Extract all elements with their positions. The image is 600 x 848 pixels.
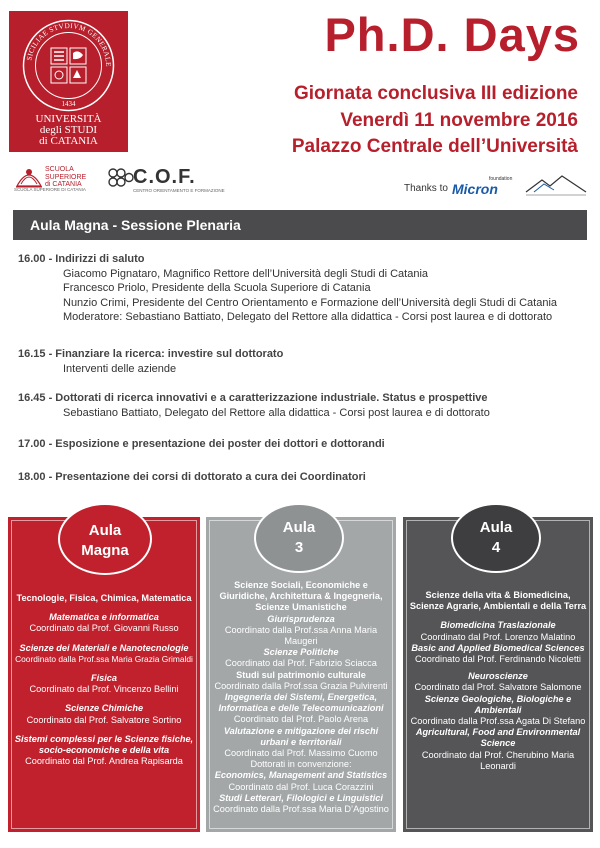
aula-3-badge: Aula 3 bbox=[254, 503, 344, 573]
programme-head: 18.00 - Presentazione dei corsi di dottorato a cura dei Coordinatori bbox=[18, 471, 366, 483]
course-coordinator: Coordinato dal Prof. Cherubino Maria Leonardi bbox=[421, 749, 575, 771]
course-coordinator: Coordinato dal Prof. Fabrizio Sciacca bbox=[225, 658, 377, 669]
programme-item bbox=[18, 347, 588, 376]
course-title: Economics, Management and Statistics bbox=[214, 770, 388, 781]
course-title: Scienze Politiche bbox=[263, 647, 339, 658]
aula-4-badge: Aula 4 bbox=[451, 503, 541, 573]
university-seal-icon bbox=[21, 18, 116, 113]
thanks-label: Thanks to bbox=[404, 183, 448, 194]
course-title: Studi Letterari, Filologici e Linguistici bbox=[219, 792, 383, 803]
column-topic: Scienze della vita & Biomedicina, Scienze Agrarie, Ambientali e della Terra bbox=[409, 590, 587, 612]
course-coordinator: Coordinato dal Prof. Vincenzo Bellini bbox=[29, 684, 179, 695]
programme-line: Nunzio Crimi, Presidente del Centro Orientamento e Formazione dell’Università degli Studi di Catania bbox=[63, 296, 558, 309]
course-title: Giurisprudenza bbox=[267, 613, 335, 624]
course-coordinator: Coordinato dalla Prof.ssa Grazia Pulvirenti bbox=[214, 680, 388, 691]
programme-item bbox=[18, 391, 588, 420]
logo-line-1: UNIVERSITÀ bbox=[35, 113, 102, 125]
seal-year: 1434 bbox=[61, 100, 76, 108]
programme-item bbox=[18, 470, 588, 485]
programme-line: Interventi delle aziende bbox=[63, 362, 177, 375]
ssc-footer: SCUOLA SUPERIORE DI CATANIA bbox=[14, 187, 86, 192]
course-title: Fisica bbox=[90, 673, 118, 684]
column-body bbox=[409, 590, 587, 772]
programme-item bbox=[18, 437, 588, 452]
course-title: Scienze Chimiche bbox=[64, 703, 144, 714]
programme-line: Moderatore: Sebastiano Battiato, Delegato del Rettore alla didattica - Corsi post laurea e di dottorato bbox=[63, 311, 553, 323]
course-coordinator: Coordinato dal Prof. Paolo Arena bbox=[233, 714, 369, 725]
cof-footer: CENTRO ORIENTAMENTO E FORMAZIONE bbox=[133, 188, 225, 193]
programme-line: Giacomo Pignataro, Magnifico Rettore dell’Università degli Studi di Catania bbox=[63, 267, 429, 280]
course-coordinator: Coordinato dal Prof. Lorenzo Malatino bbox=[420, 631, 576, 642]
course-title: Valutazione e mitigazione dei rischi urbani e territoriali bbox=[223, 725, 379, 747]
course-coordinator: Coordinato dal Prof. Luca Corazzini bbox=[228, 781, 374, 792]
column-body bbox=[14, 593, 194, 767]
course-title: Basic and Applied Biomedical Sciences bbox=[411, 642, 585, 653]
aula-3-column bbox=[206, 517, 396, 832]
programme-item bbox=[18, 252, 588, 325]
course-coordinator: Coordinato dalla Prof.ssa Maria Grazia Grimaldi bbox=[15, 653, 193, 664]
event-date: Venerdì 11 novembre 2016 bbox=[340, 110, 578, 131]
logo-line-2: degli STUDI bbox=[39, 124, 98, 136]
section-bar bbox=[13, 210, 587, 240]
column-topic: Tecnologie, Fisica, Chimica, Matematica bbox=[16, 593, 192, 603]
aula-4-column bbox=[403, 517, 593, 832]
course-coordinator: Coordinato dal Prof. Andrea Rapisarda bbox=[25, 756, 183, 767]
aula-magna-badge: Aula Magna bbox=[58, 503, 152, 575]
course-title: Scienze Geologiche, Biologiche e Ambientali bbox=[424, 693, 572, 715]
course-coordinator: Coordinato dal Prof. Massimo Cuomo bbox=[224, 748, 378, 759]
programme-head: 16.15 - Finanziare la ricerca: investire sul dottorato bbox=[18, 348, 284, 360]
cof-title: C.O.F. bbox=[133, 166, 196, 188]
course-coordinator: Coordinato dalla Prof.ssa Maria D’Agostino bbox=[213, 804, 389, 815]
column-topic: Scienze Sociali, Economiche e Giuridiche, Architettura & Ingegneria, Scienze Umanistiche bbox=[219, 580, 383, 613]
column-body bbox=[212, 580, 390, 815]
course-title: Ingegneria dei Sistemi, Energetica, Informatica e delle Telecomunicazioni bbox=[218, 692, 384, 714]
course-coordinator: Coordinato dal Prof. Salvatore Salomone bbox=[414, 682, 582, 693]
ssc-text: SCUOLA SUPERIORE di CATANIA bbox=[45, 166, 87, 188]
course-coordinator: Coordinato dal Prof. Giovanni Russo bbox=[29, 623, 179, 634]
course-coordinator: Coordinato dalla Prof.ssa Anna Maria Maugeri bbox=[224, 624, 378, 647]
programme-head: 16.45 - Dottorati di ricerca innovativi e a caratterizzazione industriale. Status e prospettive bbox=[18, 392, 488, 404]
course-title: Biomedicina Traslazionale bbox=[440, 620, 556, 631]
seal-text: SICILIAE STVDIVM GENERALE bbox=[25, 21, 113, 68]
event-venue: Palazzo Centrale dell’Università bbox=[291, 136, 578, 157]
university-logo bbox=[9, 11, 128, 152]
course-title: Sistemi complessi per le Scienze fisiche, socio-economiche e della vita bbox=[14, 733, 194, 756]
programme-head: 16.00 - Indirizzi di saluto bbox=[18, 253, 145, 265]
programme-line: Francesco Priolo, Presidente della Scuola Superiore di Catania bbox=[63, 282, 371, 294]
convention-label: Dottorati in convenzione: bbox=[250, 759, 352, 770]
section-title: Aula Magna - Sessione Plenaria bbox=[30, 217, 241, 233]
svg-text:SICILIAE STVDIVM GENERALE bbox=[25, 22, 112, 67]
mountain-logo-icon bbox=[524, 172, 588, 198]
course-coordinator: Coordinato dal Prof. Salvatore Sortino bbox=[26, 714, 182, 725]
aula-magna-column bbox=[8, 517, 200, 832]
course-title: Scienze dei Materiali e Nanotecnologie bbox=[19, 642, 189, 653]
event-subtitle: Giornata conclusiva III edizione bbox=[293, 83, 578, 104]
course-title: Neuroscienze bbox=[468, 671, 528, 682]
programme-line: Sebastiano Battiato, Delegato del Rettore alla didattica - Corsi post laurea e di dottorato bbox=[63, 406, 490, 419]
course-title: Agricultural, Food and Environmental Science bbox=[415, 727, 581, 749]
course-title: Matematica e informatica bbox=[49, 612, 159, 623]
course-coordinator: Coordinato dal Prof. Ferdinando Nicoletti bbox=[415, 654, 581, 665]
course-coordinator: Coordinato dalla Prof.ssa Agata Di Stefano bbox=[410, 716, 586, 727]
programme-head: 17.00 - Esposizione e presentazione dei poster dei dottori e dottorandi bbox=[18, 438, 385, 450]
course-title: Studi sul patrimonio culturale bbox=[236, 669, 366, 680]
logo-line-3: di CATANIA bbox=[39, 135, 98, 147]
page-title: Ph.D. Days bbox=[324, 8, 580, 61]
